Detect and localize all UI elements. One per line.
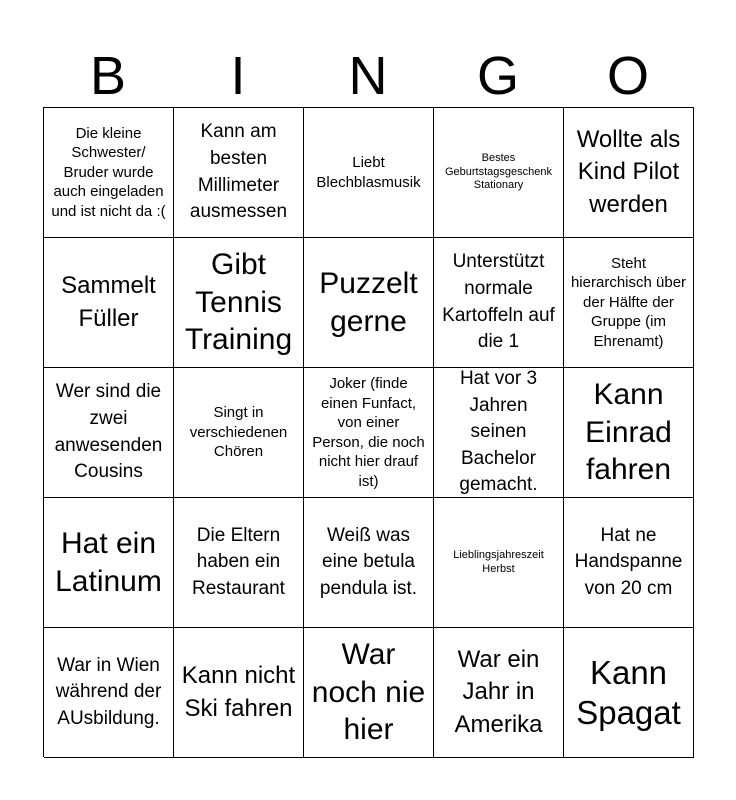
- bingo-cell[interactable]: [304, 498, 434, 628]
- bingo-cell[interactable]: [44, 108, 174, 238]
- bingo-cell[interactable]: [174, 238, 304, 368]
- bingo-cell[interactable]: [304, 238, 434, 368]
- cell-text: Hat vor 3 Jahren seinen Bachelor gemacht.: [459, 368, 538, 496]
- header-letter-i: I: [230, 46, 246, 106]
- bingo-cell[interactable]: [44, 368, 174, 498]
- cell-text: War ein Jahr in Amerika: [454, 645, 543, 738]
- cell-text: Die kleine Schwester/ Bruder wurde auch eingeladen und ist nicht da :(: [51, 124, 166, 220]
- bingo-cell[interactable]: [44, 628, 174, 758]
- header-letter-g: G: [476, 46, 519, 106]
- cell-text: Singt in verschiedenen Chören: [189, 404, 288, 461]
- cell-text: Kann Spagat: [576, 653, 681, 731]
- cell-text: Lieblingsjahreszeit Herbst: [453, 548, 544, 575]
- bingo-cell[interactable]: [174, 498, 304, 628]
- cell-text: War in Wien während der AUsbildung.: [55, 654, 162, 729]
- cell-text: Die Eltern haben ein Restaurant: [192, 524, 285, 599]
- cell-text: Wer sind die zwei anwesenden Cousins: [54, 381, 163, 483]
- cell-text: Unterstützt normale Kartoffeln auf die 1: [442, 251, 555, 353]
- bingo-cell[interactable]: [44, 498, 174, 628]
- bingo-cell[interactable]: [564, 498, 694, 628]
- cell-text: Bestes Geburtstagsgeschenk Stationary: [444, 151, 552, 192]
- cell-text: Steht hierarchisch über der Hälfte der Gruppe (im Ehrenamt): [570, 254, 687, 350]
- bingo-cell[interactable]: [434, 498, 564, 628]
- cell-text: War noch nie hier: [311, 638, 426, 747]
- bingo-cell[interactable]: [564, 238, 694, 368]
- joker-cell[interactable]: [304, 368, 434, 498]
- bingo-cell[interactable]: [564, 628, 694, 758]
- header-letter-o: O: [606, 46, 649, 106]
- bingo-cell[interactable]: [304, 108, 434, 238]
- bingo-grid: [43, 107, 694, 757]
- cell-text: Hat ein Latinum: [55, 527, 162, 598]
- bingo-header: [43, 44, 693, 108]
- bingo-cell[interactable]: [174, 628, 304, 758]
- cell-text: Puzzelt gerne: [319, 267, 418, 338]
- bingo-cell[interactable]: [434, 368, 564, 498]
- header-letter-n: N: [348, 46, 388, 106]
- cell-text: Weiß was eine betula pendula ist.: [319, 524, 418, 599]
- cell-text: Liebt Blechblasmusik: [316, 154, 421, 191]
- cell-text: Kann nicht Ski fahren: [181, 662, 296, 722]
- cell-text: Sammelt Füller: [61, 272, 156, 332]
- bingo-cell[interactable]: [564, 368, 694, 498]
- cell-text: Kann Einrad fahren: [585, 378, 672, 487]
- cell-text: Gibt Tennis Training: [184, 248, 293, 357]
- bingo-cell[interactable]: [44, 238, 174, 368]
- bingo-cell[interactable]: [564, 108, 694, 238]
- header-letter-b: B: [89, 46, 127, 106]
- cell-text: Joker (finde einen Funfact, von einer Person, die noch nicht hier drauf ist): [312, 375, 425, 490]
- bingo-cell[interactable]: [434, 238, 564, 368]
- bingo-cell[interactable]: [174, 108, 304, 238]
- cell-text: Hat ne Handspanne von 20 cm: [574, 524, 683, 599]
- bingo-cell[interactable]: [304, 628, 434, 758]
- cell-text: Kann am besten Millimeter ausmessen: [189, 121, 288, 223]
- bingo-cell[interactable]: [434, 628, 564, 758]
- bingo-cell[interactable]: [434, 108, 564, 238]
- cell-text: Wollte als Kind Pilot werden: [576, 125, 681, 218]
- bingo-cell[interactable]: [174, 368, 304, 498]
